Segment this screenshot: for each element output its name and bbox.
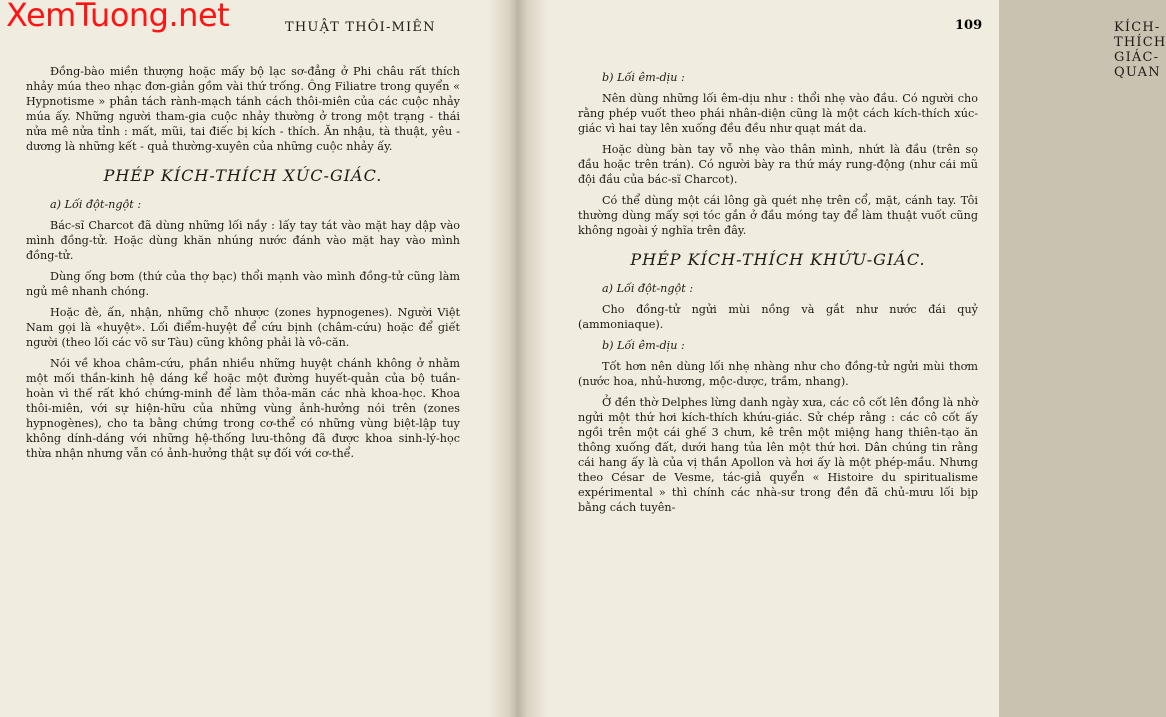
- paragraph: Cho đồng-tử ngửi mùi nồng và gắt như nước đái quỷ (ammoniaque).: [578, 303, 978, 331]
- right-page: [548, 0, 1166, 717]
- paragraph: Có thể dùng một cái lông gà quét nhẹ trên cổ, mặt, cánh tay. Tôi thường dùng mấy sợi tóc gắn ở đầu móng tay để làm thuật vuốt cũng không ngoài ý nghĩa trên đây.: [578, 194, 978, 237]
- left-page: [0, 0, 488, 717]
- book-gutter: [488, 0, 548, 717]
- paragraph: Đồng-bào miền thượng hoặc mấy bộ lạc sơ-đẳng ở Phi châu rất thích nhảy múa theo nhạc đơn-giản gồm vài thứ trống. Ông Filiatre trong quyển « Hypnotisme » phân tách rành-mạch tánh cách thôi-miên của các cuộc nhảy múa ấy. Những người tham-gia cuộc nhảy thường ở trong một trạng - thái nửa mê nửa tỉnh : mất, mũi, tai điếc bị kích - thích. Ăn nhậu, tà thuật, yêu - dương là những kết - quả thường-xuyên của những cuộc nhảy ấy.: [26, 65, 460, 153]
- paragraph: Ở đền thờ Delphes lừng danh ngày xưa, các cô cốt lên đồng là nhờ ngửi một thứ hơi kích-thích khứu-giác. Sử chép rằng : các cô cốt ấy ngồi trên một cái ghế 3 chưn, kê trên một miệng hang thiên-tạo ăn thông xuống đất, dưới hang tủa lên một thứ hơi. Dân chúng tin rằng cái hang ấy là của vị thần Apollon và hơi ấy là một phép-mầu. Nhưng theo César de Vesme, tác-giả quyển « Histoire du spiritualisme expérimental » thì chính các nhà-sư trong đền đã chủ-mưu lối bịp bằng cách tuyên-: [578, 396, 979, 514]
- subheading: b) Lối êm-dịu :: [602, 339, 685, 352]
- running-head-left: THUẬT THÔI-MIÊN: [285, 20, 436, 35]
- paragraph: Hoặc dùng bàn tay vỗ nhẹ vào thân mình, nhứt là đầu (trên sọ đầu hoặc trên trán). Có người bày ra thứ máy rung-động (như cái mũ đội đầu của bác-sĩ Charcot).: [578, 143, 978, 186]
- paragraph: Nên dùng những lối êm-dịu như : thổi nhẹ vào đầu. Có người cho rằng phép vuốt theo phái nhân-diện cũng là một cách kích-thích xúc-giác vì hai tay lên xuống đều đều như quạt mát da.: [578, 92, 978, 135]
- right-page-body: [578, 64, 978, 521]
- section-heading: PHÉP KÍCH-THÍCH KHỨU-GIÁC.: [630, 250, 926, 269]
- left-page-body: [26, 64, 460, 467]
- subheading: a) Lối đột-ngột :: [602, 282, 694, 295]
- watermark-logo: XemTuong.net: [6, 0, 230, 34]
- paragraph: Tốt hơn nên dùng lối nhẹ nhàng như cho đồng-tử ngửi mùi thơm (nước hoa, nhủ-hương, mộc-dược, trầm, nhang).: [578, 360, 978, 388]
- page-number: 109: [955, 18, 983, 33]
- paragraph: Dùng ống bơm (thứ của thợ bạc) thổi mạnh vào mình đồng-tử cũng làm ngủ mê nhanh chóng.: [26, 270, 460, 298]
- section-heading: PHÉP KÍCH-THÍCH XÚC-GIÁC.: [103, 166, 383, 185]
- paragraph: Bác-sĩ Charcot đã dùng những lối nầy : lấy tay tát vào mặt hay dập vào mình đồng-tử. Hoặc dùng khăn nhúng nước đánh vào mặt hay vào mình đồng-tử.: [26, 219, 460, 262]
- paragraph: Hoặc đè, ấn, nhận, những chỗ nhược (zones hypnogenes). Người Việt Nam gọi là «huyệt». Lối điểm-huyệt để cứu bịnh (châm-cứu) hoặc để giết người (theo lối các võ sư Tàu) cũng không phải là vô-căn.: [26, 306, 460, 349]
- running-head-right: KÍCH-THÍCH GIÁC-QUAN: [1114, 20, 1166, 80]
- subheading: b) Lối êm-dịu :: [602, 71, 685, 84]
- subheading: a) Lối đột-ngột :: [50, 198, 142, 211]
- paragraph: Nói về khoa châm-cứu, phần nhiều những huyệt chánh không ở nhằm một mối thần-kinh hệ dáng kể hoặc một đường huyết-quản của bộ tuần-hoàn vì thế rất khó chứng-minh để làm thỏa-mãn các nhà khoa-học. Khoa thôi-miên, với sự hiện-hữu của những vùng ảnh-hưởng nói trên (zones hypnogènes), cho ta bằng chứng trong cơ-thể có những vùng biệt-lập tuy không dính-dáng với những hệ-thống lưu-thông đã được khoa sinh-lý-học thừa nhận nhưng vẫn có ảnh-hưởng thật sự đối với cơ-thể.: [26, 357, 460, 460]
